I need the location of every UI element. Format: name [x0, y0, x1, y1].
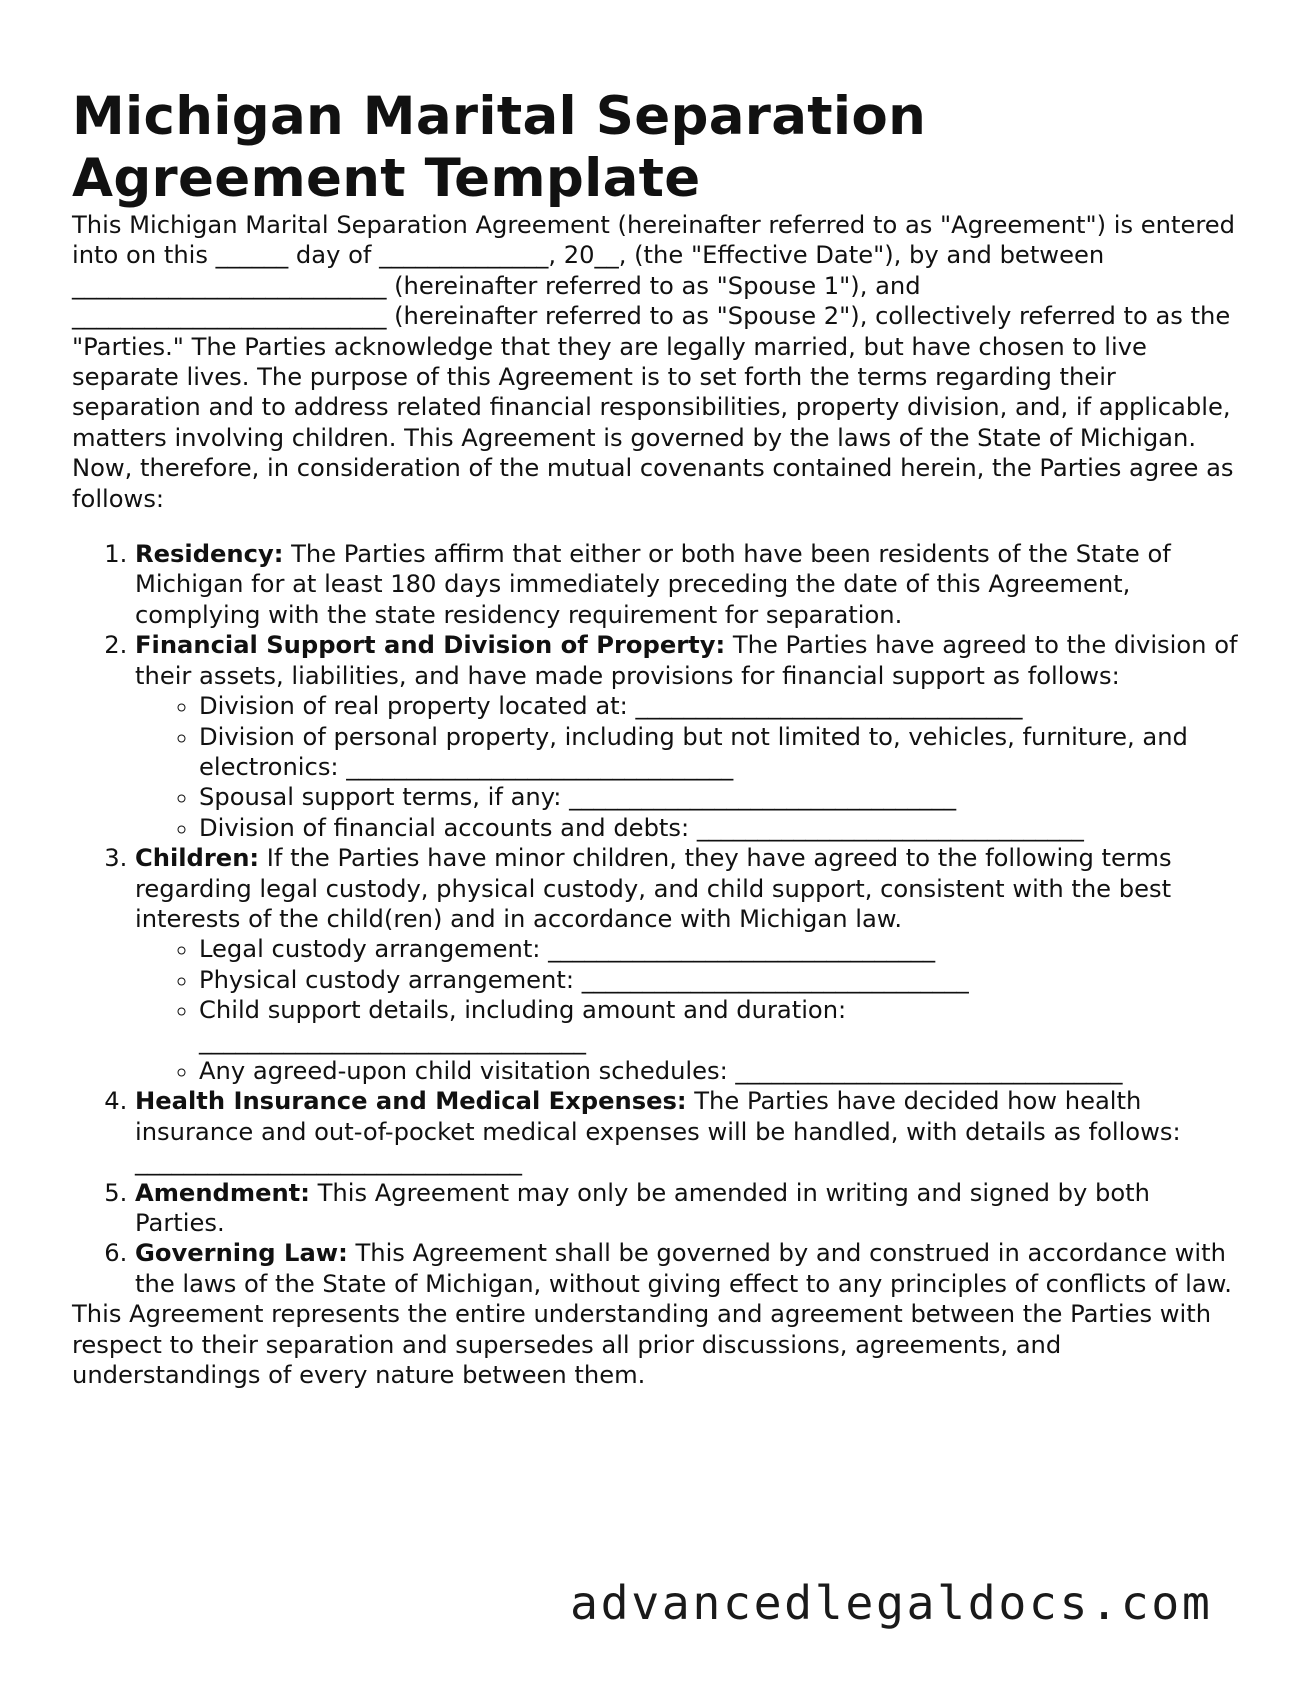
children-subitems [135, 934, 1242, 1086]
term-text: The Parties have decided how health insurance and out-of-pocket medical expenses will be handled, with details as follows: [135, 1087, 1181, 1146]
term-amendment [135, 1178, 1242, 1239]
term-children [135, 843, 1242, 1086]
intro-paragraph: This Michigan Marital Separation Agreement (hereinafter referred to as "Agreement") is entered into on this ______ day of ______________, 20__, (the "Effective Date"), by and between __________________________ (hereinafter referred to as "Spouse 1"), and __________________________ (hereinafter referred to as "Spouse 2"), collectively referred to as the "Parties." The Parties acknowledge that they are legally married, but have chosen to live separate lives. The purpose of this Agreement is to set forth the terms regarding their separation and to address related financial responsibilities, property division, and, if applicable, matters involving children. This Agreement is governed by the laws of the State of Michigan. [72, 211, 1235, 452]
financial-subitems [135, 691, 1242, 843]
terms-list [72, 539, 1242, 1299]
term-heading: Governing Law: [135, 1239, 348, 1268]
watermark: advancedlegaldocs.com [570, 1576, 1213, 1630]
term-heading: Amendment: [135, 1178, 310, 1207]
term-text: This Agreement may only be amended in writing and signed by both Parties. [135, 1178, 1150, 1237]
sub-item: ◦ Any agreed-upon child visitation schedules: ________________________________ [199, 1056, 1242, 1086]
term-text: The Parties affirm that either or both have been residents of the State of Michigan for at least 180 days immediately preceding the date of this Agreement, complying with the state residency requirement for separation. [135, 540, 1171, 629]
term-text: If the Parties have minor children, they have agreed to the following terms regarding legal custody, physical custody, and child support, consistent with the best interests of the child(ren) and in accordance with Michigan law. [135, 844, 1172, 933]
sub-item-child-support [199, 995, 1242, 1056]
term-heading: Children: [135, 844, 260, 873]
document [72, 86, 1242, 1390]
now-therefore-paragraph: Now, therefore, in consideration of the mutual covenants contained herein, the Parties agree as follows: [72, 454, 1234, 513]
term-residency [135, 539, 1242, 630]
sub-item-label: Child support details, including amount and duration: [199, 996, 847, 1025]
document-title: Michigan Marital Separation Agreement Template [72, 86, 927, 209]
sub-item: ◦ Legal custody arrangement: ________________________________ [199, 934, 1242, 964]
blank-line: ________________________________ [199, 1026, 586, 1055]
term-heading: Financial Support and Division of Property: [135, 631, 726, 660]
sub-item: ◦ Spousal support terms, if any: ________________________________ [199, 782, 1242, 812]
sub-item: ◦ Division of personal property, including but not limited to, vehicles, furniture, and electronics: ________________________________ [199, 722, 1242, 783]
term-text: The Parties have agreed to the division of their assets, liabilities, and have made provisions for financial support as follows: [135, 631, 1238, 690]
term-heading: Health Insurance and Medical Expenses: [135, 1087, 687, 1116]
term-health-insurance [135, 1086, 1242, 1177]
term-text: This Agreement shall be governed by and construed in accordance with the laws of the State of Michigan, without giving effect to any principles of conflicts of law. [135, 1239, 1232, 1298]
closing-paragraph: This Agreement represents the entire understanding and agreement between the Parties with respect to their separation and supersedes all prior discussions, agreements, and understandings of every nature between them. [72, 1300, 1212, 1390]
sub-item: ◦ Division of real property located at: ________________________________ [199, 691, 1242, 721]
blank-line: ________________________________ [135, 1148, 522, 1177]
sub-item: ◦ Division of financial accounts and debts: ________________________________ [199, 813, 1242, 843]
sub-item: ◦ Physical custody arrangement: ________________________________ [199, 965, 1242, 995]
term-financial-support [135, 630, 1242, 843]
term-heading: Residency: [135, 540, 284, 569]
term-governing-law [135, 1238, 1242, 1299]
